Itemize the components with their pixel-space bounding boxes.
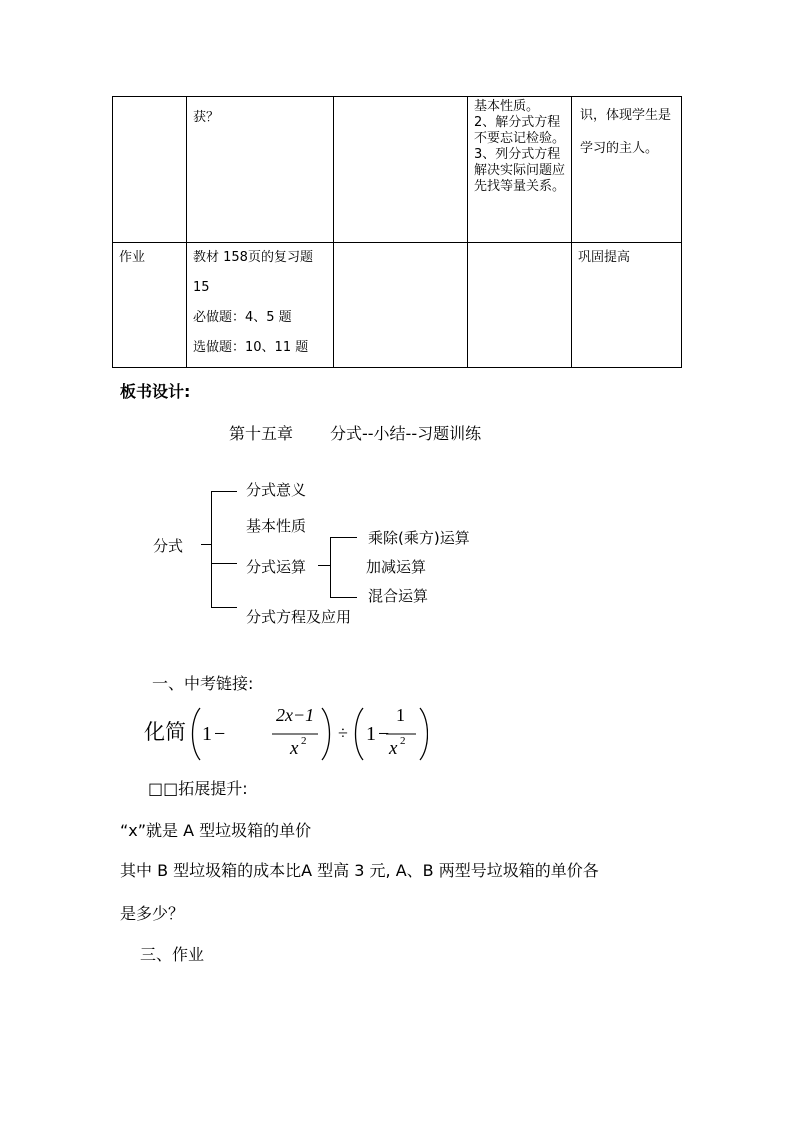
paragraph-line: 是多少？ bbox=[120, 904, 185, 923]
note-line: 2、解分式方程不要忘记检验。 bbox=[474, 115, 566, 146]
frac2-denominator: x bbox=[389, 738, 398, 759]
divide-sign: ÷ bbox=[338, 723, 348, 743]
cell-text: 作业 bbox=[119, 250, 146, 265]
table-row bbox=[113, 243, 682, 368]
cell-text: 巩固提高 bbox=[578, 250, 631, 265]
frac2-numerator: 1 bbox=[396, 705, 405, 725]
expr-minus: − bbox=[378, 723, 390, 745]
tree-sub-branch: 加减运算 bbox=[366, 558, 427, 576]
frac2-exponent: 2 bbox=[400, 735, 406, 747]
tree-connector bbox=[318, 565, 330, 566]
tree-sub-branch: 混合运算 bbox=[368, 587, 429, 605]
table-cell bbox=[468, 97, 572, 243]
tree-connector bbox=[211, 607, 237, 608]
left-paren bbox=[356, 708, 364, 760]
tree-connector bbox=[211, 563, 237, 564]
cell-notes bbox=[468, 97, 571, 195]
tree-bracket bbox=[211, 491, 212, 608]
table-cell bbox=[187, 97, 334, 243]
table-cell bbox=[113, 97, 187, 243]
cell-text: 识，体现学生是学习的主人。 bbox=[580, 108, 672, 156]
note-line: 3、列分式方程解决实际问题应先找等量关系。 bbox=[474, 147, 566, 194]
tree-connector bbox=[330, 597, 357, 598]
expr-one: 1 bbox=[366, 723, 376, 745]
expr-prefix: 化简 bbox=[144, 720, 186, 744]
section-title: 一、中考链接: bbox=[152, 674, 254, 693]
section-title: □□拓展提升: bbox=[148, 779, 248, 798]
table-cell bbox=[334, 97, 468, 243]
cell-text: 获？ bbox=[193, 110, 220, 125]
tree-bracket bbox=[330, 537, 331, 598]
board-heading: 板书设计: bbox=[120, 382, 191, 401]
board-topic: 分式--小结--习题训练 bbox=[330, 424, 482, 443]
tree-branch: 分式方程及应用 bbox=[246, 608, 352, 626]
paragraph-line: “x”就是 A 型垃圾箱的单价 bbox=[120, 821, 312, 840]
paragraph-line: 其中 B 型垃圾箱的成本比A 型高 3 元, A、B 两型号垃圾箱的单价各 bbox=[120, 861, 599, 880]
tree-branch: 基本性质 bbox=[246, 517, 307, 535]
right-paren bbox=[322, 708, 330, 760]
table-cell bbox=[334, 243, 468, 368]
tree-branch: 分式运算 bbox=[246, 558, 307, 576]
frac1-numerator: 2x−1 bbox=[276, 705, 315, 725]
tree-root: 分式 bbox=[153, 537, 184, 555]
left-paren bbox=[193, 708, 201, 760]
tree-sub-branch: 乘除(乘方)运算 bbox=[368, 529, 470, 547]
lesson-plan-table bbox=[112, 96, 682, 368]
frac1-denominator: x bbox=[290, 738, 299, 759]
right-paren bbox=[420, 708, 428, 760]
cell-homework: 教材 158页的复习题 15 必做题：4、5 题 选做题：10、11 题 bbox=[193, 250, 313, 355]
table-cell bbox=[113, 243, 187, 368]
table-cell bbox=[572, 97, 682, 243]
section-title: 三、作业 bbox=[140, 945, 205, 964]
tree-branch: 分式意义 bbox=[246, 481, 307, 499]
expr-minus: − bbox=[214, 723, 226, 745]
board-chapter: 第十五章 bbox=[229, 424, 294, 443]
math-expression bbox=[144, 704, 406, 764]
table-cell bbox=[572, 243, 682, 368]
frac1-exponent: 2 bbox=[301, 735, 307, 747]
table-cell bbox=[468, 243, 572, 368]
table-row bbox=[113, 97, 682, 243]
tree-connector bbox=[330, 537, 357, 538]
tree-connector bbox=[211, 491, 237, 492]
table-cell bbox=[187, 243, 334, 368]
expr-one: 1 bbox=[202, 723, 212, 745]
note-line: 基本性质。 bbox=[474, 99, 540, 114]
